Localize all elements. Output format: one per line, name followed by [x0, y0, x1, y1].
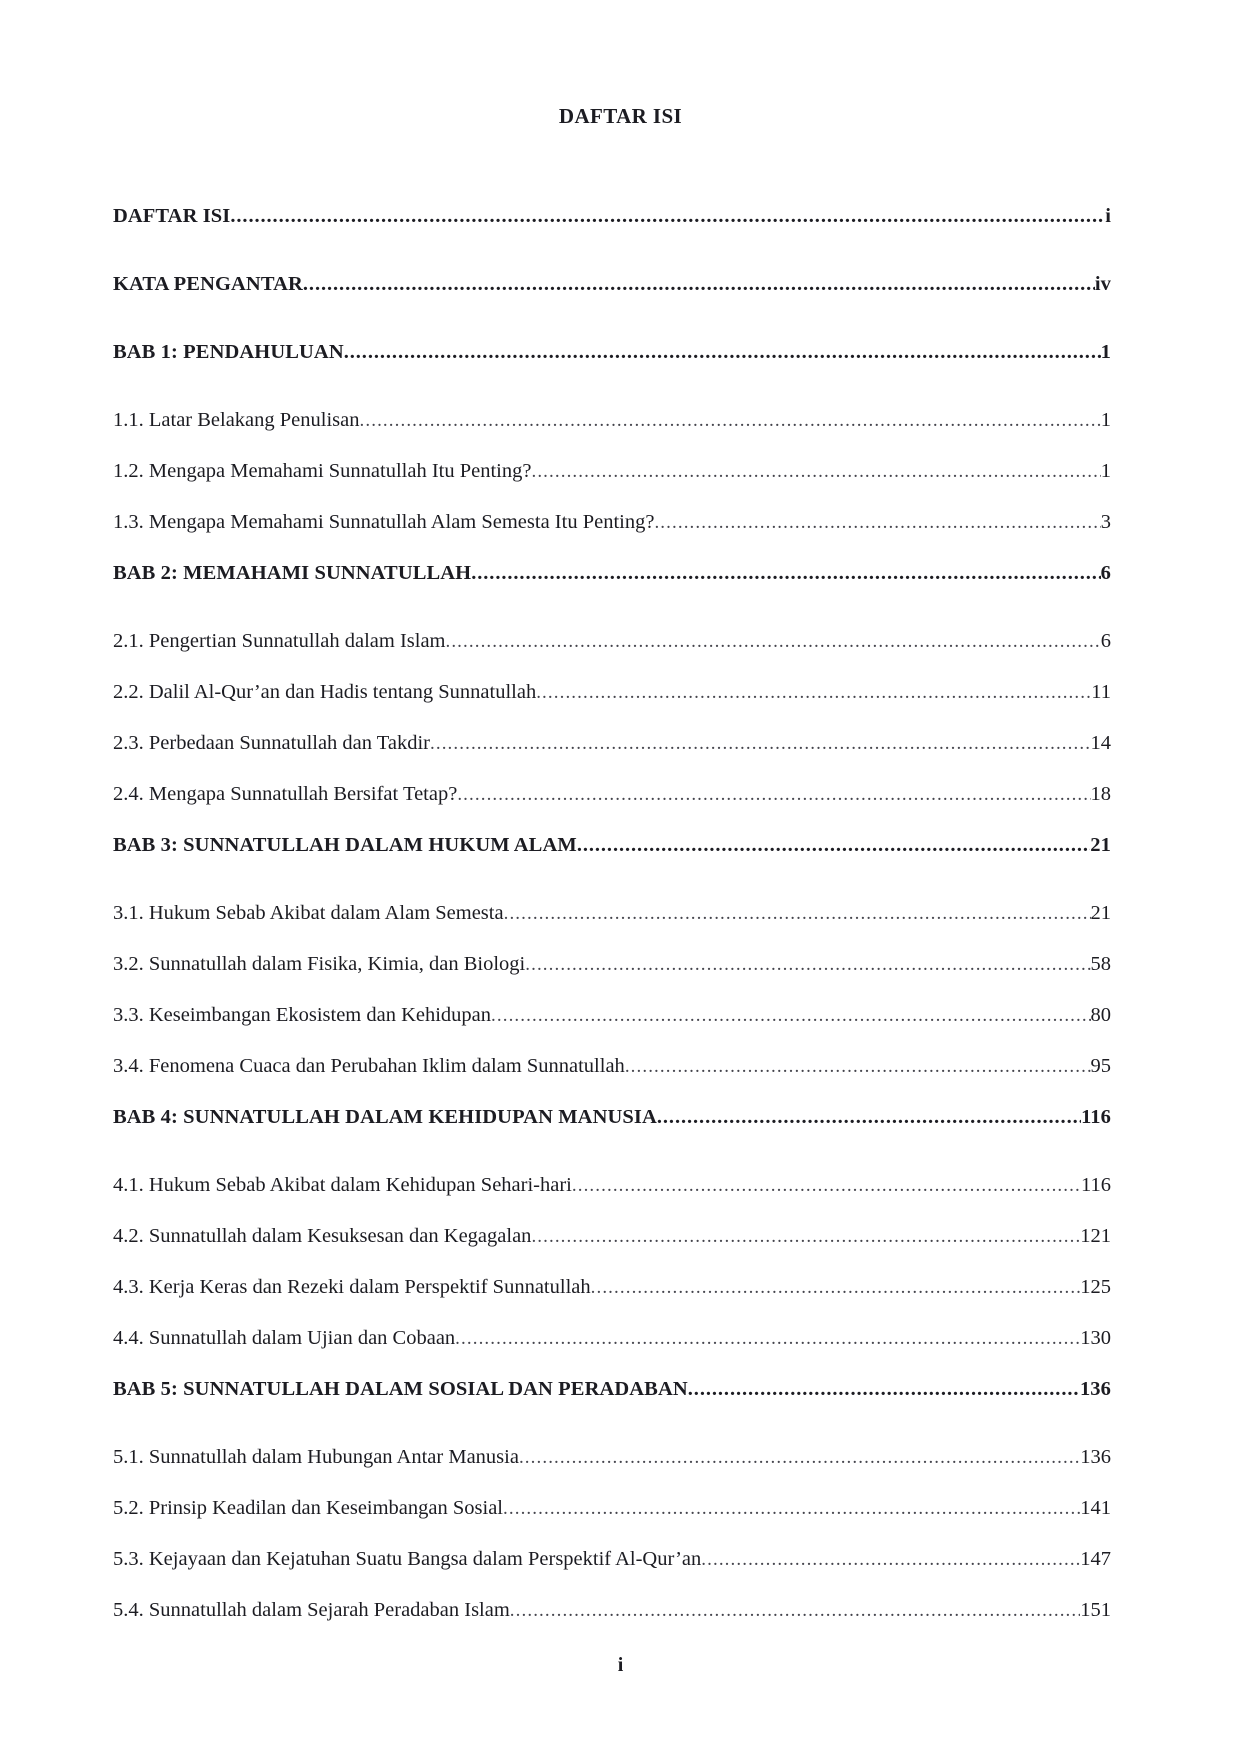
- toc-entry-chapter[interactable]: [113, 1378, 1111, 1401]
- toc-entry-section[interactable]: [113, 1225, 1111, 1248]
- toc-entry-page-number: 147: [1080, 1548, 1111, 1570]
- toc-dot-leader: [455, 1328, 1080, 1349]
- toc-entry-label: 3.1. Hukum Sebab Akibat dalam Alam Semesta: [113, 902, 504, 924]
- toc-entry-label: BAB 2: MEMAHAMI SUNNATULLAH: [113, 562, 472, 584]
- toc-entry-page-number: 130: [1080, 1327, 1111, 1349]
- toc-dot-leader: [701, 1549, 1080, 1570]
- toc-dot-leader: [536, 682, 1091, 703]
- toc-entry-chapter[interactable]: [113, 834, 1111, 857]
- toc-entry-page-number: 125: [1080, 1276, 1111, 1298]
- toc-entry-label: 4.2. Sunnatullah dalam Kesuksesan dan Kegagalan: [113, 1225, 532, 1247]
- toc-dot-leader: [531, 461, 1100, 482]
- toc-entry-page-number: 21: [1090, 834, 1111, 856]
- toc-entry-section[interactable]: [113, 1327, 1111, 1350]
- toc-entry-page-number: 1: [1100, 460, 1111, 482]
- toc-entry-chapter[interactable]: [113, 273, 1111, 296]
- toc-entry-section[interactable]: [113, 630, 1111, 653]
- toc-dot-leader: [430, 733, 1091, 754]
- toc-entry-page-number: 1: [1100, 341, 1111, 363]
- toc-entry-section[interactable]: [113, 1276, 1111, 1299]
- toc-dot-leader: [457, 784, 1090, 805]
- toc-entry-page-number: 136: [1080, 1446, 1111, 1468]
- toc-dot-leader: [360, 410, 1101, 431]
- toc-dot-leader: [503, 1498, 1080, 1519]
- toc-entry-label: BAB 4: SUNNATULLAH DALAM KEHIDUPAN MANUSIA: [113, 1106, 657, 1128]
- toc-entry-label: BAB 5: SUNNATULLAH DALAM SOSIAL DAN PERADABAN: [113, 1378, 688, 1400]
- toc-entry-section[interactable]: [113, 783, 1111, 806]
- toc-entry-label: 5.4. Sunnatullah dalam Sejarah Peradaban Islam: [113, 1599, 510, 1621]
- toc-entry-page-number: 116: [1081, 1174, 1111, 1196]
- toc-entry-label: 1.3. Mengapa Memahami Sunnatullah Alam Semesta Itu Penting?: [113, 511, 655, 533]
- toc-entry-chapter[interactable]: [113, 205, 1111, 228]
- table-of-contents: [0, 205, 1241, 1622]
- toc-entry-page-number: 6: [1100, 562, 1111, 584]
- toc-entry-section[interactable]: [113, 1055, 1111, 1078]
- toc-entry-label: 5.3. Kejayaan dan Kejatuhan Suatu Bangsa dalam Perspektif Al-Qur’an: [113, 1548, 702, 1570]
- toc-entry-page-number: 6: [1100, 630, 1111, 652]
- toc-entry-label: 3.3. Keseimbangan Ekosistem dan Kehidupan: [113, 1004, 492, 1026]
- toc-entry-page-number: 95: [1090, 1055, 1111, 1077]
- toc-entry-label: 2.3. Perbedaan Sunnatullah dan Takdir: [113, 732, 430, 754]
- toc-entry-section[interactable]: [113, 1548, 1111, 1571]
- toc-entry-label: 5.2. Prinsip Keadilan dan Keseimbangan Sosial: [113, 1497, 504, 1519]
- toc-entry-label: 4.3. Kerja Keras dan Rezeki dalam Perspektif Sunnatullah: [113, 1276, 591, 1298]
- toc-entry-page-number: i: [1105, 205, 1111, 227]
- toc-entry-label: 3.4. Fenomena Cuaca dan Perubahan Iklim dalam Sunnatullah: [113, 1055, 625, 1077]
- toc-entry-section[interactable]: [113, 1497, 1111, 1520]
- toc-dot-leader: [525, 954, 1090, 975]
- toc-entry-label: DAFTAR ISI: [113, 205, 231, 227]
- toc-entry-section[interactable]: [113, 1599, 1111, 1622]
- toc-entry-section[interactable]: [113, 1004, 1111, 1027]
- toc-dot-leader: [491, 1005, 1090, 1026]
- toc-entry-page-number: 11: [1091, 681, 1111, 703]
- toc-entry-label: 1.2. Mengapa Memahami Sunnatullah Itu Penting?: [113, 460, 532, 482]
- toc-entry-label: 3.2. Sunnatullah dalam Fisika, Kimia, dan Biologi: [113, 953, 526, 975]
- toc-entry-label: KATA PENGANTAR: [113, 273, 303, 295]
- toc-dot-leader: [657, 1106, 1081, 1127]
- toc-dot-leader: [577, 834, 1090, 855]
- toc-entry-page-number: 141: [1080, 1497, 1111, 1519]
- toc-entry-section[interactable]: [113, 1174, 1111, 1197]
- toc-dot-leader: [591, 1277, 1081, 1298]
- toc-dot-leader: [688, 1378, 1080, 1399]
- toc-entry-section[interactable]: [113, 460, 1111, 483]
- toc-entry-page-number: 58: [1090, 953, 1111, 975]
- toc-entry-label: 2.4. Mengapa Sunnatullah Bersifat Tetap?: [113, 783, 458, 805]
- toc-entry-page-number: 3: [1100, 511, 1111, 533]
- toc-entry-label: 5.1. Sunnatullah dalam Hubungan Antar Manusia: [113, 1446, 519, 1468]
- toc-entry-page-number: 14: [1090, 732, 1111, 754]
- toc-entry-page-number: 21: [1090, 902, 1111, 924]
- toc-entry-section[interactable]: [113, 511, 1111, 534]
- toc-dot-leader: [519, 1447, 1080, 1468]
- toc-entry-page-number: 121: [1080, 1225, 1111, 1247]
- toc-entry-section[interactable]: [113, 1446, 1111, 1469]
- toc-entry-page-number: 1: [1100, 409, 1111, 431]
- toc-entry-chapter[interactable]: [113, 1106, 1111, 1129]
- toc-entry-chapter[interactable]: [113, 341, 1111, 364]
- toc-entry-label: 1.1. Latar Belakang Penulisan: [113, 409, 360, 431]
- toc-entry-page-number: 80: [1090, 1004, 1111, 1026]
- toc-entry-page-number: 151: [1080, 1599, 1111, 1621]
- page-title: DAFTAR ISI: [558, 104, 683, 128]
- toc-entry-section[interactable]: [113, 953, 1111, 976]
- toc-entry-label: 4.4. Sunnatullah dalam Ujian dan Cobaan: [113, 1327, 456, 1349]
- toc-entry-page-number: iv: [1094, 273, 1111, 295]
- toc-entry-label: 2.2. Dalil Al-Qur’an dan Hadis tentang Sunnatullah: [113, 681, 537, 703]
- toc-entry-label: BAB 1: PENDAHULUAN: [113, 341, 344, 363]
- toc-dot-leader: [572, 1175, 1081, 1196]
- toc-dot-leader: [471, 562, 1100, 583]
- toc-dot-leader: [510, 1600, 1080, 1621]
- toc-entry-section[interactable]: [113, 681, 1111, 704]
- toc-dot-leader: [625, 1056, 1091, 1077]
- toc-entry-page-number: 116: [1081, 1106, 1111, 1128]
- toc-entry-page-number: 136: [1079, 1378, 1111, 1400]
- toc-dot-leader: [230, 205, 1105, 226]
- toc-entry-page-number: 18: [1090, 783, 1111, 805]
- toc-entry-section[interactable]: [113, 409, 1111, 432]
- toc-dot-leader: [303, 273, 1095, 294]
- footer-page-number: i: [617, 1654, 624, 1676]
- toc-entry-label: BAB 3: SUNNATULLAH DALAM HUKUM ALAM: [113, 834, 577, 856]
- toc-entry-chapter[interactable]: [113, 562, 1111, 585]
- toc-dot-leader: [531, 1226, 1080, 1247]
- toc-dot-leader: [654, 512, 1100, 533]
- toc-entry-section[interactable]: [113, 902, 1111, 925]
- toc-entry-section[interactable]: [113, 732, 1111, 755]
- toc-dot-leader: [504, 903, 1091, 924]
- toc-dot-leader: [445, 631, 1100, 652]
- toc-entry-label: 4.1. Hukum Sebab Akibat dalam Kehidupan Sehari-hari: [113, 1174, 572, 1196]
- toc-dot-leader: [344, 341, 1101, 362]
- toc-entry-label: 2.1. Pengertian Sunnatullah dalam Islam: [113, 630, 446, 652]
